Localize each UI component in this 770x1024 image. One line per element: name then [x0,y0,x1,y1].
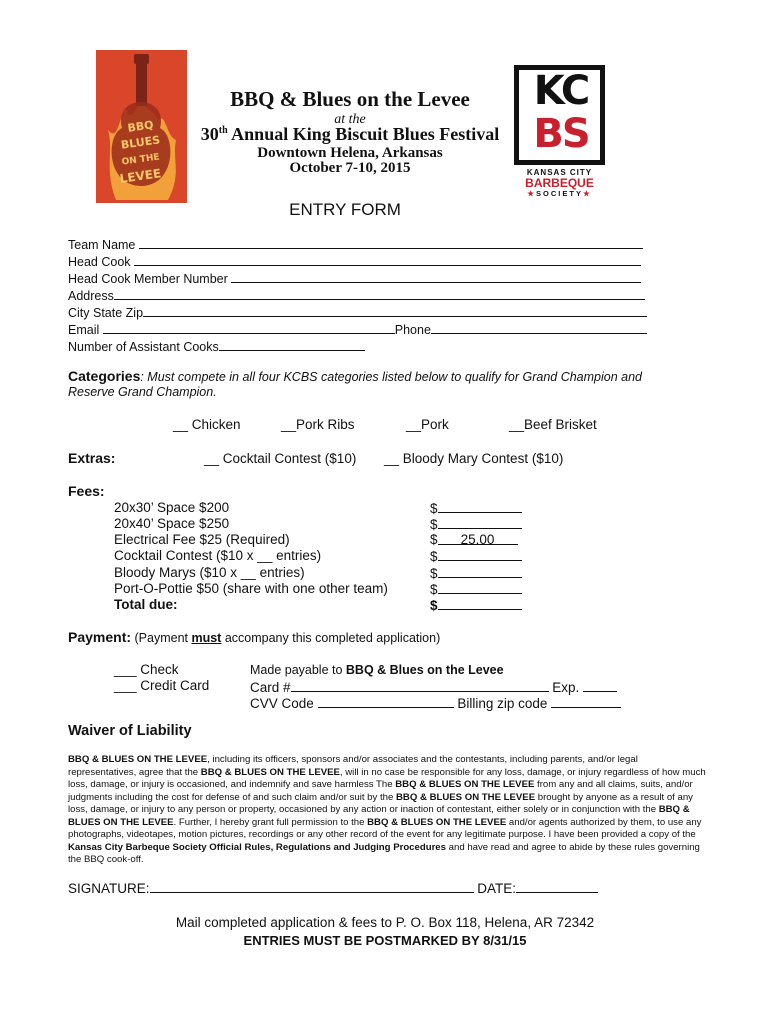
member-number-field[interactable]: Head Cook Member Number [68,271,641,286]
fee-row-label: 20x30’ Space $200 [114,500,230,515]
fee-amount-field[interactable]: $ 25.00 [430,532,518,547]
event-at-the: at the [334,112,366,127]
guitar-flame-icon [96,50,187,203]
event-location: Downtown Helena, Arkansas [257,145,443,161]
phone-label: Phone [394,323,431,337]
head-cook-field[interactable]: Head Cook [68,254,641,269]
cvv-field[interactable]: CVV Code Billing zip code [250,695,621,711]
total-due-field[interactable]: $ [430,597,522,613]
category-chicken[interactable]: __ Chicken [173,417,241,432]
total-due-label: Total due: [114,597,178,612]
waiver-title: Waiver of Liability [68,723,192,739]
fee-row-label: Port-O-Pottie $50 (share with one other team) [114,581,388,596]
fee-amount-field[interactable]: $ [430,565,522,581]
festival-name: 30th Annual King Biscuit Blues Festival [200,124,500,144]
postmark-deadline: ENTRIES MUST BE POSTMARKED BY 8/31/15 [243,933,527,948]
category-beef-brisket[interactable]: __Beef Brisket [509,417,597,432]
categories-section: Categories: Must compete in all four KCBS categories listed below to qualify for Grand Champion and Reserve Grand Champion. [68,368,643,399]
assistant-cooks-field[interactable]: Number of Assistant Cooks [68,339,365,354]
fee-amount-field[interactable]: $ [430,500,522,516]
fee-row-label: Electrical Fee $25 (Required) [114,532,290,547]
extras-label: Extras: [68,450,116,466]
extra-cocktail-contest[interactable]: __ Cocktail Contest ($10) [204,451,357,466]
billing-zip-label: Billing zip code [457,696,548,711]
svg-text:BBQ: BBQ [126,118,155,135]
fee-row-label: Cocktail Contest ($10 x __ entries) [114,548,322,563]
star-icon: ★ [582,189,592,198]
category-pork-ribs[interactable]: __Pork Ribs [281,417,355,432]
category-pork[interactable]: __Pork [406,417,449,432]
signature-field[interactable]: SIGNATURE: DATE: [68,880,598,896]
payment-section: Payment: (Payment must accompany this completed application) [68,629,441,645]
svg-text:LEVEE: LEVEE [118,166,162,186]
fee-row-label: Bloody Marys ($10 x __ entries) [114,565,305,580]
kcbs-society: ★SOCIETY★ [527,189,592,198]
fee-amount-field[interactable]: $ [430,516,522,532]
city-state-zip-field[interactable]: City State Zip [68,305,647,320]
exp-label: Exp. [552,680,580,695]
date-label: DATE: [477,881,517,896]
form-title: ENTRY FORM [289,200,401,219]
card-number-field[interactable]: Card # Exp. [250,679,617,695]
kcbs-barbeque: BARBEQUE [525,176,594,190]
payment-credit-option[interactable]: ___ Credit Card [114,678,210,693]
payment-check-option[interactable]: ___ Check [114,662,179,677]
bbq-blues-logo [96,50,187,203]
kcbs-logo [512,65,607,197]
fee-amount-field[interactable]: $ [430,581,522,597]
kcbs-letters-bottom: BS [533,111,589,157]
event-dates: October 7-10, 2015 [289,160,411,176]
star-icon: ★ [527,189,537,198]
kcbs-kansas-city: KANSAS CITY [526,168,593,177]
email-field[interactable]: Email Phone [68,322,647,337]
waiver-text: BBQ & BLUES ON THE LEVEE, including its officers, sponsors and/or associates and the contestants, including parents, and/or legal representatives, agree that the BBQ & BLUES ON THE LEVEE, will in no case be responsible for any loss, damage, or injury regardless of how much loss, damage, or injury is occasioned, and indemnify and save harmless The BBQ & BLUES ON THE LEVEE from any and all claims, suits, and/or judgments including the cost for defense of and such claim and/or suit by the BBQ & BLUES ON THE LEVEE brought by anyone as a result of any loss, damage, or injury to any person or property, occasioned by any action or inaction of contestant, either solely or in conjunction with the BBQ & BLUES ON THE LEVEE. Further, I hereby grant full permission to the BBQ & BLUES ON THE LEVEE and/or agents authorized by them, to use any photographs, videotapes, motion pictures, recordings or any other record of the event for any legitimate purpose. I have been provided a copy of the Kansas City Barbeque Society Official Rules, Regulations and Judging Procedures and have read and agree to abide by these rules governing the BBQ cook-off. [68,754,706,865]
extra-bloody-mary-contest[interactable]: __ Bloody Mary Contest ($10) [384,451,564,466]
kcbs-letters-top: KC [533,68,589,114]
fees-label: Fees: [68,483,105,499]
team-name-field[interactable]: Team Name [68,237,643,252]
mail-instructions: Mail completed application & fees to P. O. Box 118, Helena, AR 72342 [175,915,595,930]
fee-row-label: 20x40’ Space $250 [114,516,230,531]
svg-text:BLUES: BLUES [120,133,161,152]
payable-to: Made payable to BBQ & Blues on the Levee [250,663,504,677]
fee-amount-field[interactable]: $ [430,548,522,564]
svg-text:ON THE: ON THE [121,152,161,168]
address-field[interactable]: Address [68,288,645,303]
event-title: BBQ & Blues on the Levee [230,87,470,111]
